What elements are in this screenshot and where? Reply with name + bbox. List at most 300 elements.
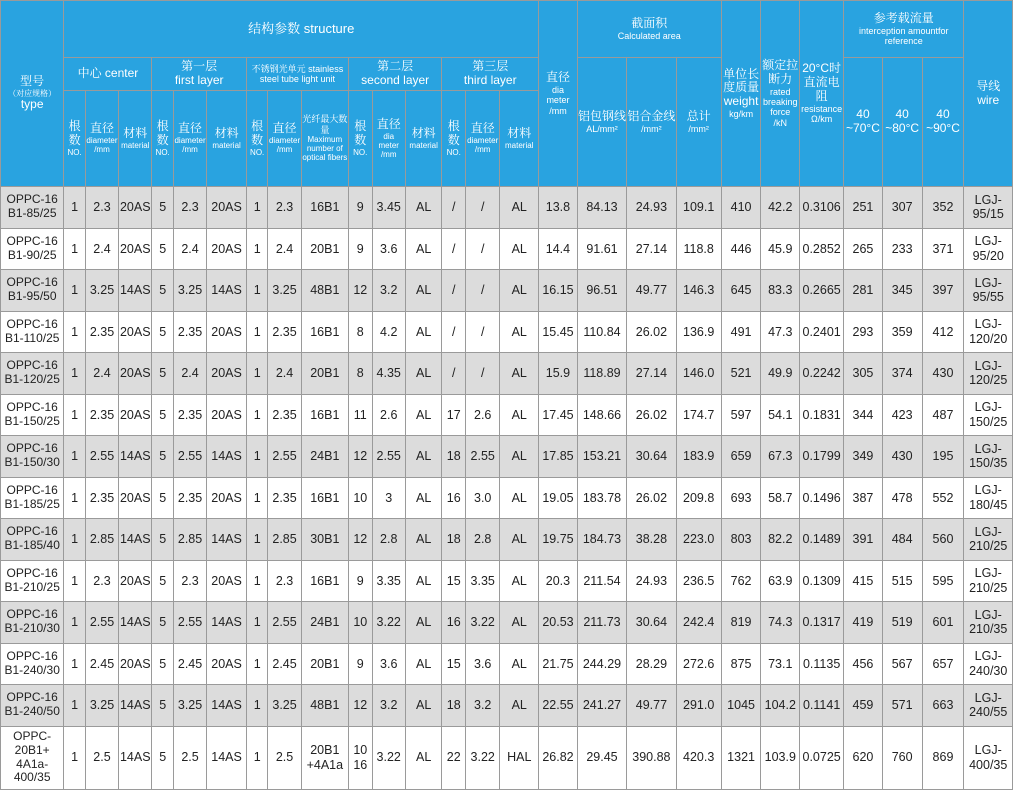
cell-f-m: 14AS [207, 270, 247, 312]
cell-s-n: 1 [246, 270, 267, 312]
cell-amp70: 387 [844, 477, 883, 519]
cell-a-al: 211.54 [577, 560, 626, 602]
header-amp-70: 40 ~70°C [844, 58, 883, 187]
cell-l2-m: AL [405, 602, 442, 644]
cell-rts: 45.9 [761, 228, 800, 270]
cell-rts: 47.3 [761, 311, 800, 353]
cell-res: 0.2665 [800, 270, 844, 312]
cell-f-n: 5 [152, 685, 173, 727]
cell-amp80: 567 [882, 643, 922, 685]
cell-c-d: 2.4 [85, 228, 118, 270]
cell-c-m: 14AS [119, 602, 152, 644]
cell-s-d: 2.3 [268, 560, 301, 602]
table-row [1, 187, 1013, 229]
cell-f-n: 5 [152, 311, 173, 353]
cell-l3-m: AL [500, 436, 539, 478]
cell-type: OPPC-16 B1-90/25 [1, 228, 64, 270]
cell-f-n: 5 [152, 270, 173, 312]
cell-l3-m: AL [500, 270, 539, 312]
cell-l3-n: 18 [442, 436, 466, 478]
cell-l3-m: AL [500, 311, 539, 353]
cell-c-d: 2.55 [85, 436, 118, 478]
cell-s-f: 16B1 [301, 187, 348, 229]
header-wire: 导线 wire [964, 1, 1013, 187]
cell-c-m: 20AS [119, 394, 152, 436]
cell-f-d: 2.4 [173, 228, 206, 270]
header-dc-resistance: 20°C时直流电阻 resistance Ω/km [800, 1, 844, 187]
cell-a-total: 118.8 [676, 228, 721, 270]
cell-dia: 13.8 [539, 187, 578, 229]
cell-res: 0.3106 [800, 187, 844, 229]
cell-wire: LGJ-400/35 [964, 726, 1013, 789]
table-row [1, 643, 1013, 685]
cell-c-d: 2.3 [85, 187, 118, 229]
cell-dia: 21.75 [539, 643, 578, 685]
cell-f-n: 5 [152, 643, 173, 685]
cell-wire: LGJ-95/55 [964, 270, 1013, 312]
cell-f-m: 20AS [207, 187, 247, 229]
header-total-area: 总计 /mm² [676, 58, 721, 187]
cell-rts: 42.2 [761, 187, 800, 229]
cell-amp70: 456 [844, 643, 883, 685]
cell-c-n: 1 [64, 436, 85, 478]
cell-c-n: 1 [64, 560, 85, 602]
cell-weight: 597 [721, 394, 761, 436]
cell-l3-m: AL [500, 685, 539, 727]
cell-l2-d: 3.2 [372, 270, 405, 312]
cell-l2-n: 8 [348, 353, 372, 395]
cell-s-n: 1 [246, 685, 267, 727]
subheader-diameter-1: 直径 diameter /mm [85, 91, 118, 187]
cell-l2-n: 12 [348, 685, 372, 727]
cell-l2-d: 4.2 [372, 311, 405, 353]
cell-dia: 17.85 [539, 436, 578, 478]
table-row [1, 477, 1013, 519]
cell-c-n: 1 [64, 643, 85, 685]
cell-f-n: 5 [152, 436, 173, 478]
table-header [1, 1, 1013, 187]
header-first-layer: 第一层 first layer [152, 58, 247, 91]
cell-s-d: 2.55 [268, 436, 301, 478]
cell-rts: 83.3 [761, 270, 800, 312]
cell-a-total: 146.3 [676, 270, 721, 312]
cell-l2-n: 9 [348, 560, 372, 602]
cell-f-n: 5 [152, 228, 173, 270]
cell-s-n: 1 [246, 311, 267, 353]
cell-c-m: 20AS [119, 643, 152, 685]
cell-amp90: 195 [922, 436, 964, 478]
header-amp-80: 40 ~80°C [882, 58, 922, 187]
cell-l3-d: 2.6 [466, 394, 500, 436]
cell-l3-m: AL [500, 477, 539, 519]
cell-c-d: 3.25 [85, 685, 118, 727]
cell-dia: 16.15 [539, 270, 578, 312]
cell-res: 0.1317 [800, 602, 844, 644]
cell-f-n: 5 [152, 353, 173, 395]
cell-a-alloy: 26.02 [627, 394, 676, 436]
subheader-material-4: 材料 material [405, 91, 442, 187]
cell-a-alloy: 26.02 [627, 477, 676, 519]
cell-weight: 659 [721, 436, 761, 478]
cell-l3-n: 18 [442, 519, 466, 561]
cell-l2-m: AL [405, 726, 442, 789]
cell-weight: 803 [721, 519, 761, 561]
table-row [1, 394, 1013, 436]
header-type: 型号 （对应规格） type [1, 1, 64, 187]
cell-s-f: 30B1 [301, 519, 348, 561]
cell-f-m: 20AS [207, 643, 247, 685]
subheader-max-fibers-3: 光纤最大数量 Maximum number of optical fibers [301, 91, 348, 187]
cell-s-n: 1 [246, 477, 267, 519]
cell-l3-n: 16 [442, 602, 466, 644]
cell-l2-n: 12 [348, 436, 372, 478]
cell-amp80: 307 [882, 187, 922, 229]
cell-dia: 20.3 [539, 560, 578, 602]
cell-res: 0.2401 [800, 311, 844, 353]
cell-l2-m: AL [405, 394, 442, 436]
cell-a-total: 272.6 [676, 643, 721, 685]
cell-f-d: 3.25 [173, 270, 206, 312]
cell-s-n: 1 [246, 519, 267, 561]
cell-a-al: 148.66 [577, 394, 626, 436]
cell-l3-d: 3.0 [466, 477, 500, 519]
cell-amp70: 265 [844, 228, 883, 270]
cell-amp80: 519 [882, 602, 922, 644]
cell-f-m: 14AS [207, 519, 247, 561]
cell-dia: 26.82 [539, 726, 578, 789]
cell-f-d: 2.55 [173, 602, 206, 644]
cell-amp90: 657 [922, 643, 964, 685]
cell-l2-d: 2.8 [372, 519, 405, 561]
cell-l2-m: AL [405, 560, 442, 602]
cell-l2-m: AL [405, 643, 442, 685]
cell-s-f: 16B1 [301, 477, 348, 519]
cell-f-d: 2.5 [173, 726, 206, 789]
cell-a-al: 110.84 [577, 311, 626, 353]
cell-l3-d: 2.8 [466, 519, 500, 561]
cell-a-alloy: 27.14 [627, 228, 676, 270]
subheader-dia2-4: 直径 dia meter /mm [372, 91, 405, 187]
cell-amp90: 397 [922, 270, 964, 312]
cell-f-m: 20AS [207, 394, 247, 436]
cell-s-d: 2.35 [268, 311, 301, 353]
cell-l2-m: AL [405, 228, 442, 270]
cell-c-d: 3.25 [85, 270, 118, 312]
cell-l2-d: 3.22 [372, 602, 405, 644]
cell-f-m: 14AS [207, 726, 247, 789]
cell-l2-n: 10 16 [348, 726, 372, 789]
cell-type: OPPC-16 B1-110/25 [1, 311, 64, 353]
cell-l2-m: AL [405, 477, 442, 519]
cell-a-al: 241.27 [577, 685, 626, 727]
cell-c-n: 1 [64, 311, 85, 353]
header-amp-90: 40 ~90°C [922, 58, 964, 187]
cell-wire: LGJ-150/35 [964, 436, 1013, 478]
cell-c-d: 2.35 [85, 311, 118, 353]
cell-s-n: 1 [246, 602, 267, 644]
cell-l3-d: / [466, 311, 500, 353]
cell-amp90: 430 [922, 353, 964, 395]
cell-dia: 19.75 [539, 519, 578, 561]
cell-rts: 49.9 [761, 353, 800, 395]
cell-c-n: 1 [64, 726, 85, 789]
cell-l2-n: 11 [348, 394, 372, 436]
cell-l3-m: AL [500, 187, 539, 229]
cell-a-total: 242.4 [676, 602, 721, 644]
cell-amp70: 251 [844, 187, 883, 229]
cell-s-f: 48B1 [301, 270, 348, 312]
cell-amp80: 423 [882, 394, 922, 436]
cell-rts: 63.9 [761, 560, 800, 602]
header-center: 中心 center [64, 58, 152, 91]
cell-f-d: 2.35 [173, 311, 206, 353]
cell-a-alloy: 26.02 [627, 311, 676, 353]
cell-f-d: 3.25 [173, 685, 206, 727]
cell-l2-d: 3.6 [372, 228, 405, 270]
cell-l2-d: 3.6 [372, 643, 405, 685]
cell-amp70: 391 [844, 519, 883, 561]
cell-a-alloy: 30.64 [627, 602, 676, 644]
cell-l2-d: 2.55 [372, 436, 405, 478]
cell-s-d: 2.35 [268, 394, 301, 436]
cell-l2-m: AL [405, 353, 442, 395]
cell-res: 0.1135 [800, 643, 844, 685]
cell-a-alloy: 27.14 [627, 353, 676, 395]
cell-l3-m: AL [500, 228, 539, 270]
cell-dia: 15.9 [539, 353, 578, 395]
cell-a-alloy: 24.93 [627, 560, 676, 602]
cell-rts: 103.9 [761, 726, 800, 789]
table-row [1, 228, 1013, 270]
cell-l2-n: 12 [348, 270, 372, 312]
cell-f-d: 2.45 [173, 643, 206, 685]
cell-a-alloy: 49.77 [627, 270, 676, 312]
cell-f-d: 2.35 [173, 477, 206, 519]
cell-c-m: 20AS [119, 477, 152, 519]
cell-amp70: 620 [844, 726, 883, 789]
cell-s-d: 2.45 [268, 643, 301, 685]
cell-c-n: 1 [64, 353, 85, 395]
cell-l2-d: 3.35 [372, 560, 405, 602]
cell-l3-d: 3.2 [466, 685, 500, 727]
header-al-alloy: 铝合金线 /mm² [627, 58, 676, 187]
cell-c-m: 14AS [119, 519, 152, 561]
cell-wire: LGJ-150/25 [964, 394, 1013, 436]
cell-amp70: 305 [844, 353, 883, 395]
cell-s-d: 2.85 [268, 519, 301, 561]
cell-amp80: 430 [882, 436, 922, 478]
cell-a-alloy: 28.29 [627, 643, 676, 685]
cell-c-m: 20AS [119, 353, 152, 395]
cell-l2-n: 10 [348, 477, 372, 519]
cell-wire: LGJ-210/35 [964, 602, 1013, 644]
cell-l3-n: / [442, 353, 466, 395]
cell-c-d: 2.45 [85, 643, 118, 685]
cell-s-f: 20B1 [301, 353, 348, 395]
cell-s-n: 1 [246, 228, 267, 270]
cell-l3-m: AL [500, 643, 539, 685]
cell-l3-d: / [466, 228, 500, 270]
subheader-count-1: 根数 NO. [64, 91, 85, 187]
cell-s-n: 1 [246, 643, 267, 685]
cell-l2-d: 3.22 [372, 726, 405, 789]
cell-amp90: 595 [922, 560, 964, 602]
cell-type: OPPC-16 B1-95/50 [1, 270, 64, 312]
cell-l2-m: AL [405, 311, 442, 353]
header-structure: 结构参数 structure [64, 1, 539, 58]
cell-l3-d: 2.55 [466, 436, 500, 478]
cell-a-alloy: 390.88 [627, 726, 676, 789]
cell-amp90: 663 [922, 685, 964, 727]
subheader-diameter-3: 直径 diameter /mm [268, 91, 301, 187]
cell-c-d: 2.5 [85, 726, 118, 789]
cell-l3-m: AL [500, 353, 539, 395]
cell-amp80: 359 [882, 311, 922, 353]
cell-l3-n: 16 [442, 477, 466, 519]
cell-weight: 762 [721, 560, 761, 602]
cell-l3-n: 15 [442, 560, 466, 602]
cell-weight: 819 [721, 602, 761, 644]
cell-amp90: 601 [922, 602, 964, 644]
cell-f-d: 2.35 [173, 394, 206, 436]
cell-s-n: 1 [246, 187, 267, 229]
cell-res: 0.2852 [800, 228, 844, 270]
cell-c-m: 20AS [119, 560, 152, 602]
cell-a-alloy: 38.28 [627, 519, 676, 561]
cell-f-m: 20AS [207, 311, 247, 353]
cell-rts: 73.1 [761, 643, 800, 685]
cell-l3-n: 17 [442, 394, 466, 436]
cell-c-n: 1 [64, 602, 85, 644]
cell-weight: 645 [721, 270, 761, 312]
cell-s-n: 1 [246, 394, 267, 436]
cell-l2-n: 9 [348, 228, 372, 270]
cell-f-m: 20AS [207, 477, 247, 519]
header-weight: 单位长度质量 weight kg/km [721, 1, 761, 187]
cell-l2-d: 4.35 [372, 353, 405, 395]
cell-type: OPPC-16 B1-150/30 [1, 436, 64, 478]
cell-s-f: 16B1 [301, 394, 348, 436]
table-row [1, 726, 1013, 789]
cell-c-n: 1 [64, 519, 85, 561]
cell-l2-m: AL [405, 519, 442, 561]
cell-l2-d: 3.2 [372, 685, 405, 727]
cell-s-n: 1 [246, 436, 267, 478]
cell-a-al: 91.61 [577, 228, 626, 270]
cell-a-alloy: 49.77 [627, 685, 676, 727]
subheader-material-1: 材料 material [119, 91, 152, 187]
cell-amp70: 459 [844, 685, 883, 727]
cell-s-d: 2.4 [268, 228, 301, 270]
cell-rts: 67.3 [761, 436, 800, 478]
cell-l3-n: / [442, 228, 466, 270]
cell-a-al: 96.51 [577, 270, 626, 312]
cell-weight: 1321 [721, 726, 761, 789]
cell-s-d: 3.25 [268, 685, 301, 727]
cell-a-total: 291.0 [676, 685, 721, 727]
subheader-material-5: 材料 material [500, 91, 539, 187]
cell-type: OPPC-16 B1-85/25 [1, 187, 64, 229]
cell-c-d: 2.55 [85, 602, 118, 644]
cell-amp80: 478 [882, 477, 922, 519]
cell-wire: LGJ-120/25 [964, 353, 1013, 395]
table-row [1, 353, 1013, 395]
cell-l3-d: 3.22 [466, 602, 500, 644]
cell-l2-n: 9 [348, 643, 372, 685]
cell-wire: LGJ-210/25 [964, 560, 1013, 602]
cell-c-n: 1 [64, 394, 85, 436]
cell-amp80: 515 [882, 560, 922, 602]
cell-type: OPPC-16 B1-185/40 [1, 519, 64, 561]
cell-amp90: 552 [922, 477, 964, 519]
cell-a-al: 84.13 [577, 187, 626, 229]
cell-l3-d: / [466, 187, 500, 229]
cell-l3-n: 18 [442, 685, 466, 727]
cell-weight: 875 [721, 643, 761, 685]
subheader-diameter-2: 直径 diameter /mm [173, 91, 206, 187]
cell-amp70: 293 [844, 311, 883, 353]
cell-type: OPPC-16 B1-185/25 [1, 477, 64, 519]
cell-c-m: 14AS [119, 685, 152, 727]
cell-f-d: 2.3 [173, 560, 206, 602]
cell-res: 0.1489 [800, 519, 844, 561]
cell-amp80: 571 [882, 685, 922, 727]
cell-s-n: 1 [246, 353, 267, 395]
cell-dia: 19.05 [539, 477, 578, 519]
cell-weight: 693 [721, 477, 761, 519]
cell-a-total: 223.0 [676, 519, 721, 561]
cell-f-n: 5 [152, 187, 173, 229]
cell-l3-m: AL [500, 602, 539, 644]
cell-l2-m: AL [405, 187, 442, 229]
cell-c-n: 1 [64, 187, 85, 229]
cell-a-al: 184.73 [577, 519, 626, 561]
cell-l3-m: AL [500, 519, 539, 561]
table-row [1, 560, 1013, 602]
cell-amp70: 344 [844, 394, 883, 436]
cell-a-alloy: 24.93 [627, 187, 676, 229]
cell-f-m: 14AS [207, 602, 247, 644]
cell-f-n: 5 [152, 394, 173, 436]
table-body [1, 187, 1013, 790]
cell-wire: LGJ-210/25 [964, 519, 1013, 561]
cell-type: OPPC-16 B1-120/25 [1, 353, 64, 395]
cell-weight: 1045 [721, 685, 761, 727]
cell-a-al: 118.89 [577, 353, 626, 395]
cell-l3-n: 15 [442, 643, 466, 685]
cell-wire: LGJ-240/55 [964, 685, 1013, 727]
cell-type: OPPC-16 B1-240/30 [1, 643, 64, 685]
cell-rts: 54.1 [761, 394, 800, 436]
cell-res: 0.1141 [800, 685, 844, 727]
cell-type: OPPC-20B1+ 4A1a-400/35 [1, 726, 64, 789]
cell-l2-d: 2.6 [372, 394, 405, 436]
cell-a-total: 109.1 [676, 187, 721, 229]
cell-res: 0.2242 [800, 353, 844, 395]
cell-a-alloy: 30.64 [627, 436, 676, 478]
cell-weight: 446 [721, 228, 761, 270]
cell-amp80: 233 [882, 228, 922, 270]
header-third-layer: 第三层 third layer [442, 58, 539, 91]
cell-a-total: 209.8 [676, 477, 721, 519]
cell-a-total: 420.3 [676, 726, 721, 789]
cell-c-m: 14AS [119, 726, 152, 789]
cell-wire: LGJ-240/30 [964, 643, 1013, 685]
cell-l3-d: 3.22 [466, 726, 500, 789]
cell-amp80: 345 [882, 270, 922, 312]
cell-a-total: 183.9 [676, 436, 721, 478]
cell-f-d: 2.85 [173, 519, 206, 561]
